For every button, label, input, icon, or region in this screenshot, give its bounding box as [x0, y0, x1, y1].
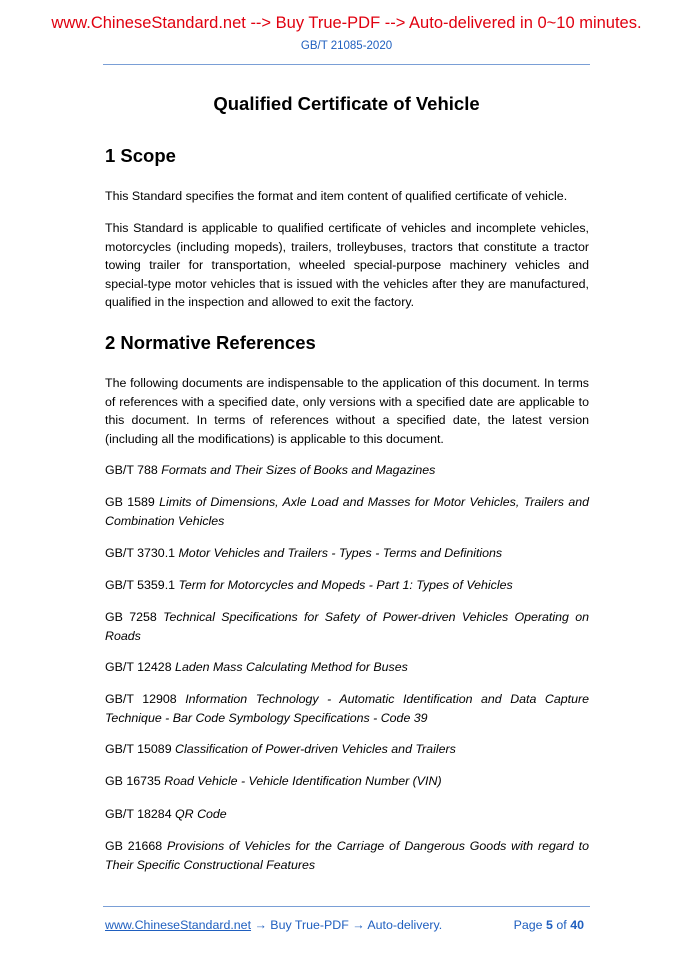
- section-heading-normative: 2 Normative References: [105, 332, 316, 353]
- reference-item: [105, 493, 589, 530]
- reference-title: Provisions of Vehicles for the Carriage of Dangerous Goods with regard to Their Specific Constructional Features: [105, 839, 589, 872]
- total-pages: 40: [570, 918, 584, 932]
- footer-divider: [103, 906, 590, 907]
- header-divider: [103, 64, 590, 65]
- reference-title: Formats and Their Sizes of Books and Magazines: [161, 463, 436, 477]
- reference-title: Term for Motorcycles and Mopeds - Part 1: Types of Vehicles: [178, 578, 513, 592]
- current-page: 5: [546, 918, 553, 932]
- of-label: of: [556, 918, 567, 932]
- reference-code: GB 1589: [105, 495, 155, 509]
- reference-item: [105, 805, 589, 824]
- scope-paragraph-2: This Standard is applicable to qualified certificate of vehicles and incomplete vehicles, motorcycles (including mopeds), trailers, trolleybuses, tractors that constitute a tractor towing trailer for transportation, wheeled special-purpose machinery vehicles and special-type motor vehicles that is issued with the vehicles after they are manufactured, qualified in the inspection and allowed to exit the factory.: [105, 221, 589, 309]
- reference-item: [105, 608, 589, 645]
- reference-code: GB/T 788: [105, 463, 158, 477]
- reference-code: GB/T 18284: [105, 807, 172, 821]
- reference-item: [105, 837, 589, 874]
- scope-paragraph-1: This Standard specifies the format and item content of qualified certificate of vehicle.: [105, 189, 568, 203]
- page-title: Qualified Certificate of Vehicle: [213, 93, 480, 114]
- document-code: GB/T 21085-2020: [300, 40, 393, 52]
- normative-intro: The following documents are indispensable to the application of this document. In terms of references with a specified date, only versions with a specified date are applicable to this document. In terms of references without a specified date, the latest version (including all the modifications) is applicable to this document.: [105, 376, 589, 446]
- reference-title: Road Vehicle - Vehicle Identification Number (VIN): [164, 774, 442, 788]
- reference-title: QR Code: [175, 807, 227, 821]
- reference-code: GB/T 3730.1: [105, 546, 176, 560]
- reference-title: Motor Vehicles and Trailers - Types - Terms and Definitions: [178, 546, 503, 560]
- reference-code: GB 16735: [105, 774, 161, 788]
- footer-site-link[interactable]: www.ChineseStandard.net: [105, 918, 252, 932]
- reference-code: GB/T 12428: [105, 660, 172, 674]
- reference-title: Classification of Power-driven Vehicles and Trailers: [175, 742, 456, 756]
- reference-item: [105, 576, 589, 595]
- page-indicator: [514, 918, 584, 932]
- section-heading-scope: 1 Scope: [105, 145, 176, 166]
- top-banner[interactable]: www.ChineseStandard.net --> Buy True-PDF --> Auto-delivered in 0~10 minutes.: [51, 14, 642, 32]
- reference-title: Information Technology - Automatic Identification and Data Capture Technique - Bar Code Symbology Specifications - Code 39: [105, 692, 589, 725]
- reference-code: GB 7258: [105, 610, 157, 624]
- reference-title: Laden Mass Calculating Method for Buses: [175, 660, 408, 674]
- footer: [105, 918, 589, 932]
- reference-item: [105, 544, 589, 563]
- reference-title: Limits of Dimensions, Axle Load and Masses for Motor Vehicles, Trailers and Combination Vehicles: [105, 495, 589, 528]
- reference-item: [105, 690, 589, 727]
- reference-item: [105, 658, 589, 677]
- reference-code: GB/T 5359.1: [105, 578, 176, 592]
- page-label: Page: [513, 918, 543, 932]
- reference-title: Technical Specifications for Safety of Power-driven Vehicles Operating on Roads: [105, 610, 589, 643]
- reference-item: [105, 740, 589, 759]
- reference-code: GB 21668: [105, 839, 163, 853]
- reference-code: GB/T 15089: [105, 742, 172, 756]
- footer-text: → Buy True-PDF → Auto-delivery.: [251, 918, 443, 932]
- reference-code: GB/T 12908: [105, 692, 177, 706]
- reference-item: [105, 772, 589, 791]
- reference-item: [105, 461, 589, 480]
